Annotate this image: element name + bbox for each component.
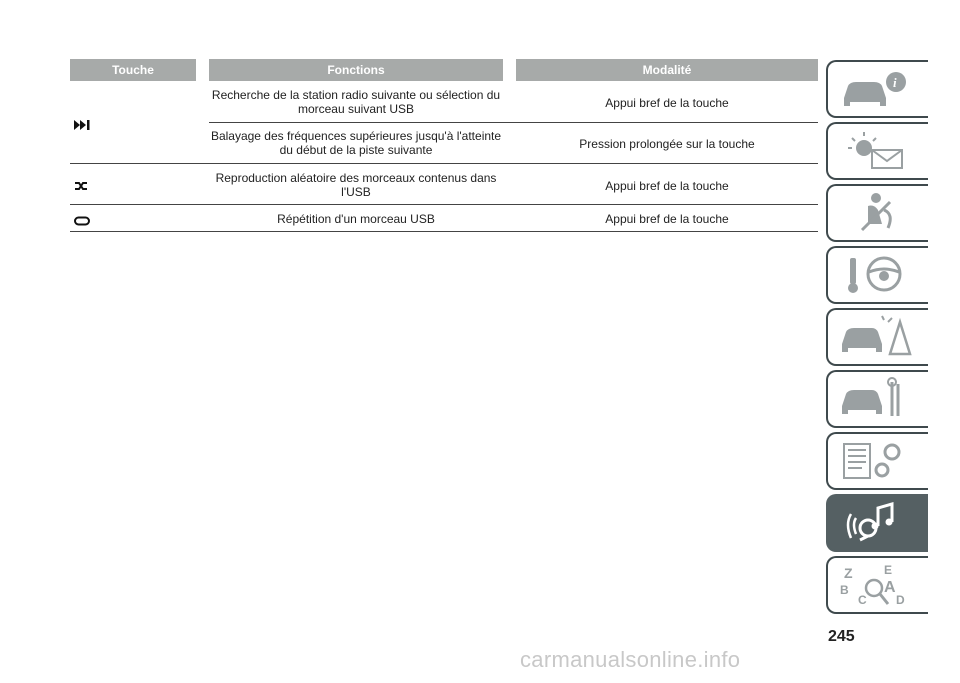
svg-text:B: B [840, 583, 849, 597]
tab-multimedia[interactable] [826, 494, 928, 552]
table-row [70, 81, 818, 164]
functions-table [70, 59, 818, 226]
car-maintenance-icon [838, 376, 918, 422]
row-modalite: Appui bref de la touche [605, 212, 729, 226]
tab-safety[interactable] [826, 184, 928, 242]
seat-safety-icon [838, 190, 918, 236]
row-modalite: Appui bref de la touche [605, 179, 729, 193]
tab-starting[interactable] [826, 246, 928, 304]
tab-index[interactable] [826, 556, 928, 614]
index-icon [838, 562, 918, 608]
row-fonction: Balayage des fréquences supérieures jusqu'à l'atteinte du début de la piste suivante [210, 129, 502, 157]
tab-maintenance[interactable] [826, 370, 928, 428]
header-touche: Touche [70, 59, 196, 81]
shuffle-icon [74, 179, 88, 197]
technical-data-icon [838, 438, 918, 484]
repeat-icon [74, 213, 90, 231]
row-fonction: Recherche de la station radio suivante ou sélection du morceau suivant USB [211, 88, 501, 116]
table-row [70, 164, 818, 205]
svg-text:A: A [884, 579, 896, 596]
car-info-icon [838, 66, 918, 112]
header-fonctions: Fonctions [209, 59, 503, 81]
tab-technical-data[interactable] [826, 432, 928, 490]
tab-warning-lights[interactable] [826, 122, 928, 180]
svg-text:i: i [893, 75, 897, 90]
warning-lights-message-icon [838, 128, 918, 174]
tab-car-info[interactable] [826, 60, 928, 118]
row-modalite: Pression prolongée sur la touche [579, 137, 755, 151]
table-row [70, 205, 818, 232]
svg-text:E: E [884, 563, 893, 577]
table-header [70, 59, 818, 81]
row-fonction: Reproduction aléatoire des morceaux contenus dans l'USB [215, 171, 497, 199]
fast-forward-icon [74, 117, 92, 135]
header-modalite: Modalité [516, 59, 818, 81]
svg-text:Z: Z [844, 565, 853, 581]
svg-text:C: C [858, 593, 867, 607]
row-modalite: Appui bref de la touche [605, 96, 729, 110]
tab-emergency[interactable] [826, 308, 928, 366]
svg-text:D: D [896, 593, 905, 607]
watermark: carmanualsonline.info [520, 647, 741, 672]
car-emergency-icon [838, 314, 918, 360]
page-number: 245 [828, 628, 855, 645]
multimedia-icon [838, 500, 918, 546]
row-fonction: Répétition d'un morceau USB [277, 212, 435, 226]
key-steering-wheel-icon [838, 252, 918, 298]
